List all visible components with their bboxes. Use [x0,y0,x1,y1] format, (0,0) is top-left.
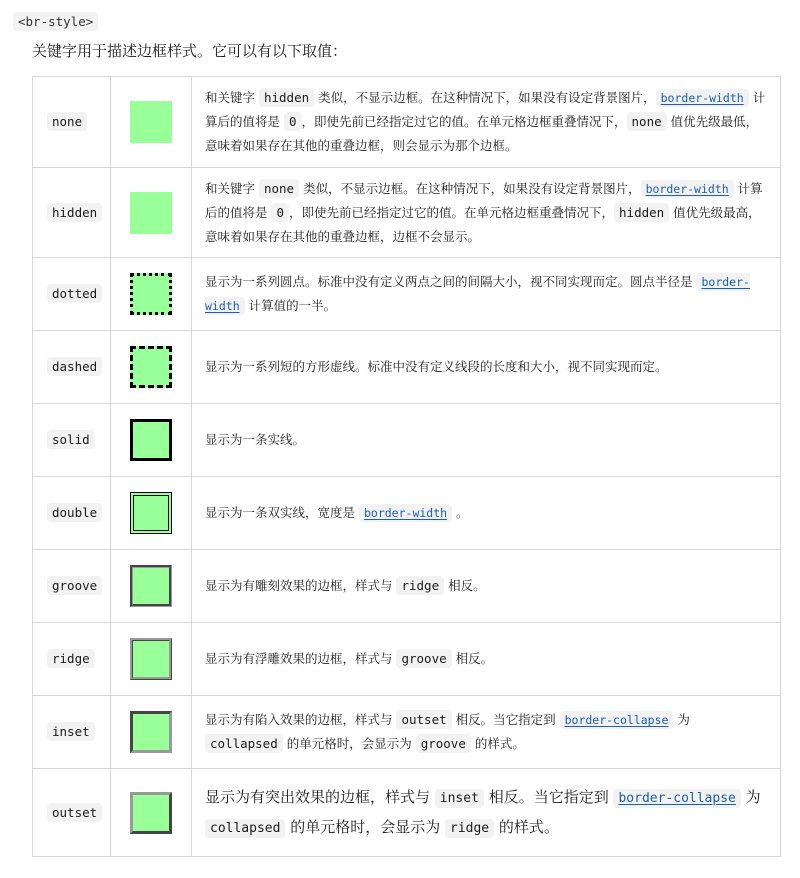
description-text: 显示为有浮雕效果的边框，样式与 [205,651,397,666]
table-row [33,331,781,404]
description-text: 计算后的值将是 [205,90,766,129]
sample-cell [111,769,192,857]
inline-code: ridge [396,576,444,595]
sample-box-double [130,492,172,534]
keyword-code: groove [47,576,102,595]
description-cell [192,258,781,331]
keyword-code: hidden [47,203,102,222]
table-row [33,258,781,331]
sample-box-outset [130,792,172,834]
keyword-cell [33,168,111,258]
keyword-code: ridge [47,649,95,668]
description-text: 相反。当它指定到 [451,712,560,727]
sample-box-inset [130,711,172,753]
keyword-cell [33,769,111,857]
description-text: 值优先级最高，意味着如果存在其他的重叠边框，边框不会显示。 [205,204,761,244]
keyword-cell [33,623,111,696]
sample-cell [111,77,192,168]
keyword-cell [33,77,111,168]
sample-cell [111,331,192,404]
inline-code: groove [416,734,471,753]
link-code[interactable]: border-width [205,275,750,313]
inline-code: 0 [284,112,302,131]
inline-code: hidden [259,88,314,107]
inline-code: none [627,112,667,131]
table-row [33,404,781,477]
description-text: 显示为一条双实线，宽度是 [205,505,359,520]
keyword-code: solid [47,430,95,449]
description-text: 为 [740,787,761,806]
inline-code: inset [435,789,484,808]
keyword-code: outset [47,803,102,822]
sample-box-none [130,101,172,143]
table-row [33,77,781,168]
description-text: 为 [673,712,690,727]
description-text: 的单元格时，会显示为 [285,817,445,836]
link-code[interactable]: border-collapse [560,711,674,729]
description-text: 和关键字 [205,180,259,196]
link-code[interactable]: border-width [359,504,452,522]
sample-cell [111,623,192,696]
description-text: 的样式。 [494,817,559,836]
description-cell [192,769,781,857]
doc-link[interactable] [560,712,674,727]
inline-code: none [259,179,299,198]
inline-code: ridge [445,819,494,838]
description-text: ，即使先前已经指定过它的值。在单元格边框重叠情况下， [301,114,627,129]
keyword-cell [33,331,111,404]
description-text: 显示为一系列短的方形虚线。标准中没有定义线段的长度和大小，视不同实现而定。 [205,359,668,374]
sample-cell [111,696,192,769]
sample-box-groove [130,565,172,607]
sample-box-hidden [130,192,172,234]
link-code[interactable]: border-width [656,89,749,107]
description-text: 。 [452,505,469,520]
description-text: ，即使先前已经指定过它的值。在单元格边框重叠情况下， [289,204,615,220]
description-text: 显示为有陷入效果的边框，样式与 [205,712,397,727]
description-text: 显示为有雕刻效果的边框，样式与 [205,578,397,593]
description-cell [192,550,781,623]
sample-box-dotted [130,273,172,315]
description-text: 类似，不显示边框。在这种情况下，如果没有设定背景图片， [299,180,641,196]
table-row [33,477,781,550]
inline-code: groove [396,649,451,668]
sample-cell [111,168,192,258]
keyword-code: dotted [47,284,102,303]
border-style-table [32,76,781,857]
description-cell [192,331,781,404]
sample-box-solid [130,419,172,461]
doc-link[interactable] [641,181,734,196]
description-cell [192,168,781,258]
link-code[interactable]: border-width [641,180,734,198]
sample-cell [111,258,192,331]
keyword-code: inset [47,722,95,741]
sample-cell [111,477,192,550]
doc-link[interactable] [656,90,749,105]
description-text: 显示为一系列圆点。标准中没有定义两点之间的间隔大小，视不同实现而定。圆点半径是 [205,274,697,289]
description-text: 相反。 [444,578,486,593]
description-cell [192,404,781,477]
description-text: 类似，不显示边框。在这种情况下，如果没有设定背景图片， [314,90,656,105]
intro-text: 关键字用于描述边框样式。它可以有以下取值： [32,42,348,60]
syntax-tag: <br-style> [13,12,98,31]
sample-box-ridge [130,638,172,680]
description-cell [192,477,781,550]
description-cell [192,77,781,168]
table-row [33,696,781,769]
description-text: 显示为一条实线。 [205,432,306,447]
table-row [33,769,781,857]
keyword-cell [33,477,111,550]
description-text: 计算后的值将是 [205,180,763,220]
table-row [33,623,781,696]
keyword-cell [33,258,111,331]
description-text: 相反。当它指定到 [483,787,614,806]
description-text: 计算值的一半。 [244,298,337,313]
description-cell [192,696,781,769]
table-row [33,550,781,623]
keyword-cell [33,550,111,623]
description-text: 相反。 [451,651,494,666]
description-text: 值优先级最低，意味着如果存在其他的重叠边框，则会显示为那个边框。 [205,114,759,153]
doc-link[interactable] [613,788,740,806]
inline-code: collapsed [205,734,283,753]
inline-code: hidden [614,203,669,222]
inline-code: 0 [271,203,289,222]
keyword-cell [33,696,111,769]
description-text: 的样式。 [470,736,525,751]
doc-link[interactable] [359,505,452,520]
table-row [33,168,781,258]
description-text: 显示为有突出效果的边框，样式与 [205,787,435,806]
description-text: 和关键字 [205,90,259,105]
inline-code: collapsed [205,819,285,838]
inline-code: outset [396,710,451,729]
link-code[interactable]: border-collapse [613,789,740,808]
sample-cell [111,550,192,623]
sample-box-dashed [130,346,172,388]
description-text: 的单元格时，会显示为 [282,736,416,751]
sample-cell [111,404,192,477]
keyword-code: none [47,112,87,131]
keyword-code: dashed [47,357,102,376]
keyword-code: double [47,503,102,522]
keyword-cell [33,404,111,477]
description-cell [192,623,781,696]
